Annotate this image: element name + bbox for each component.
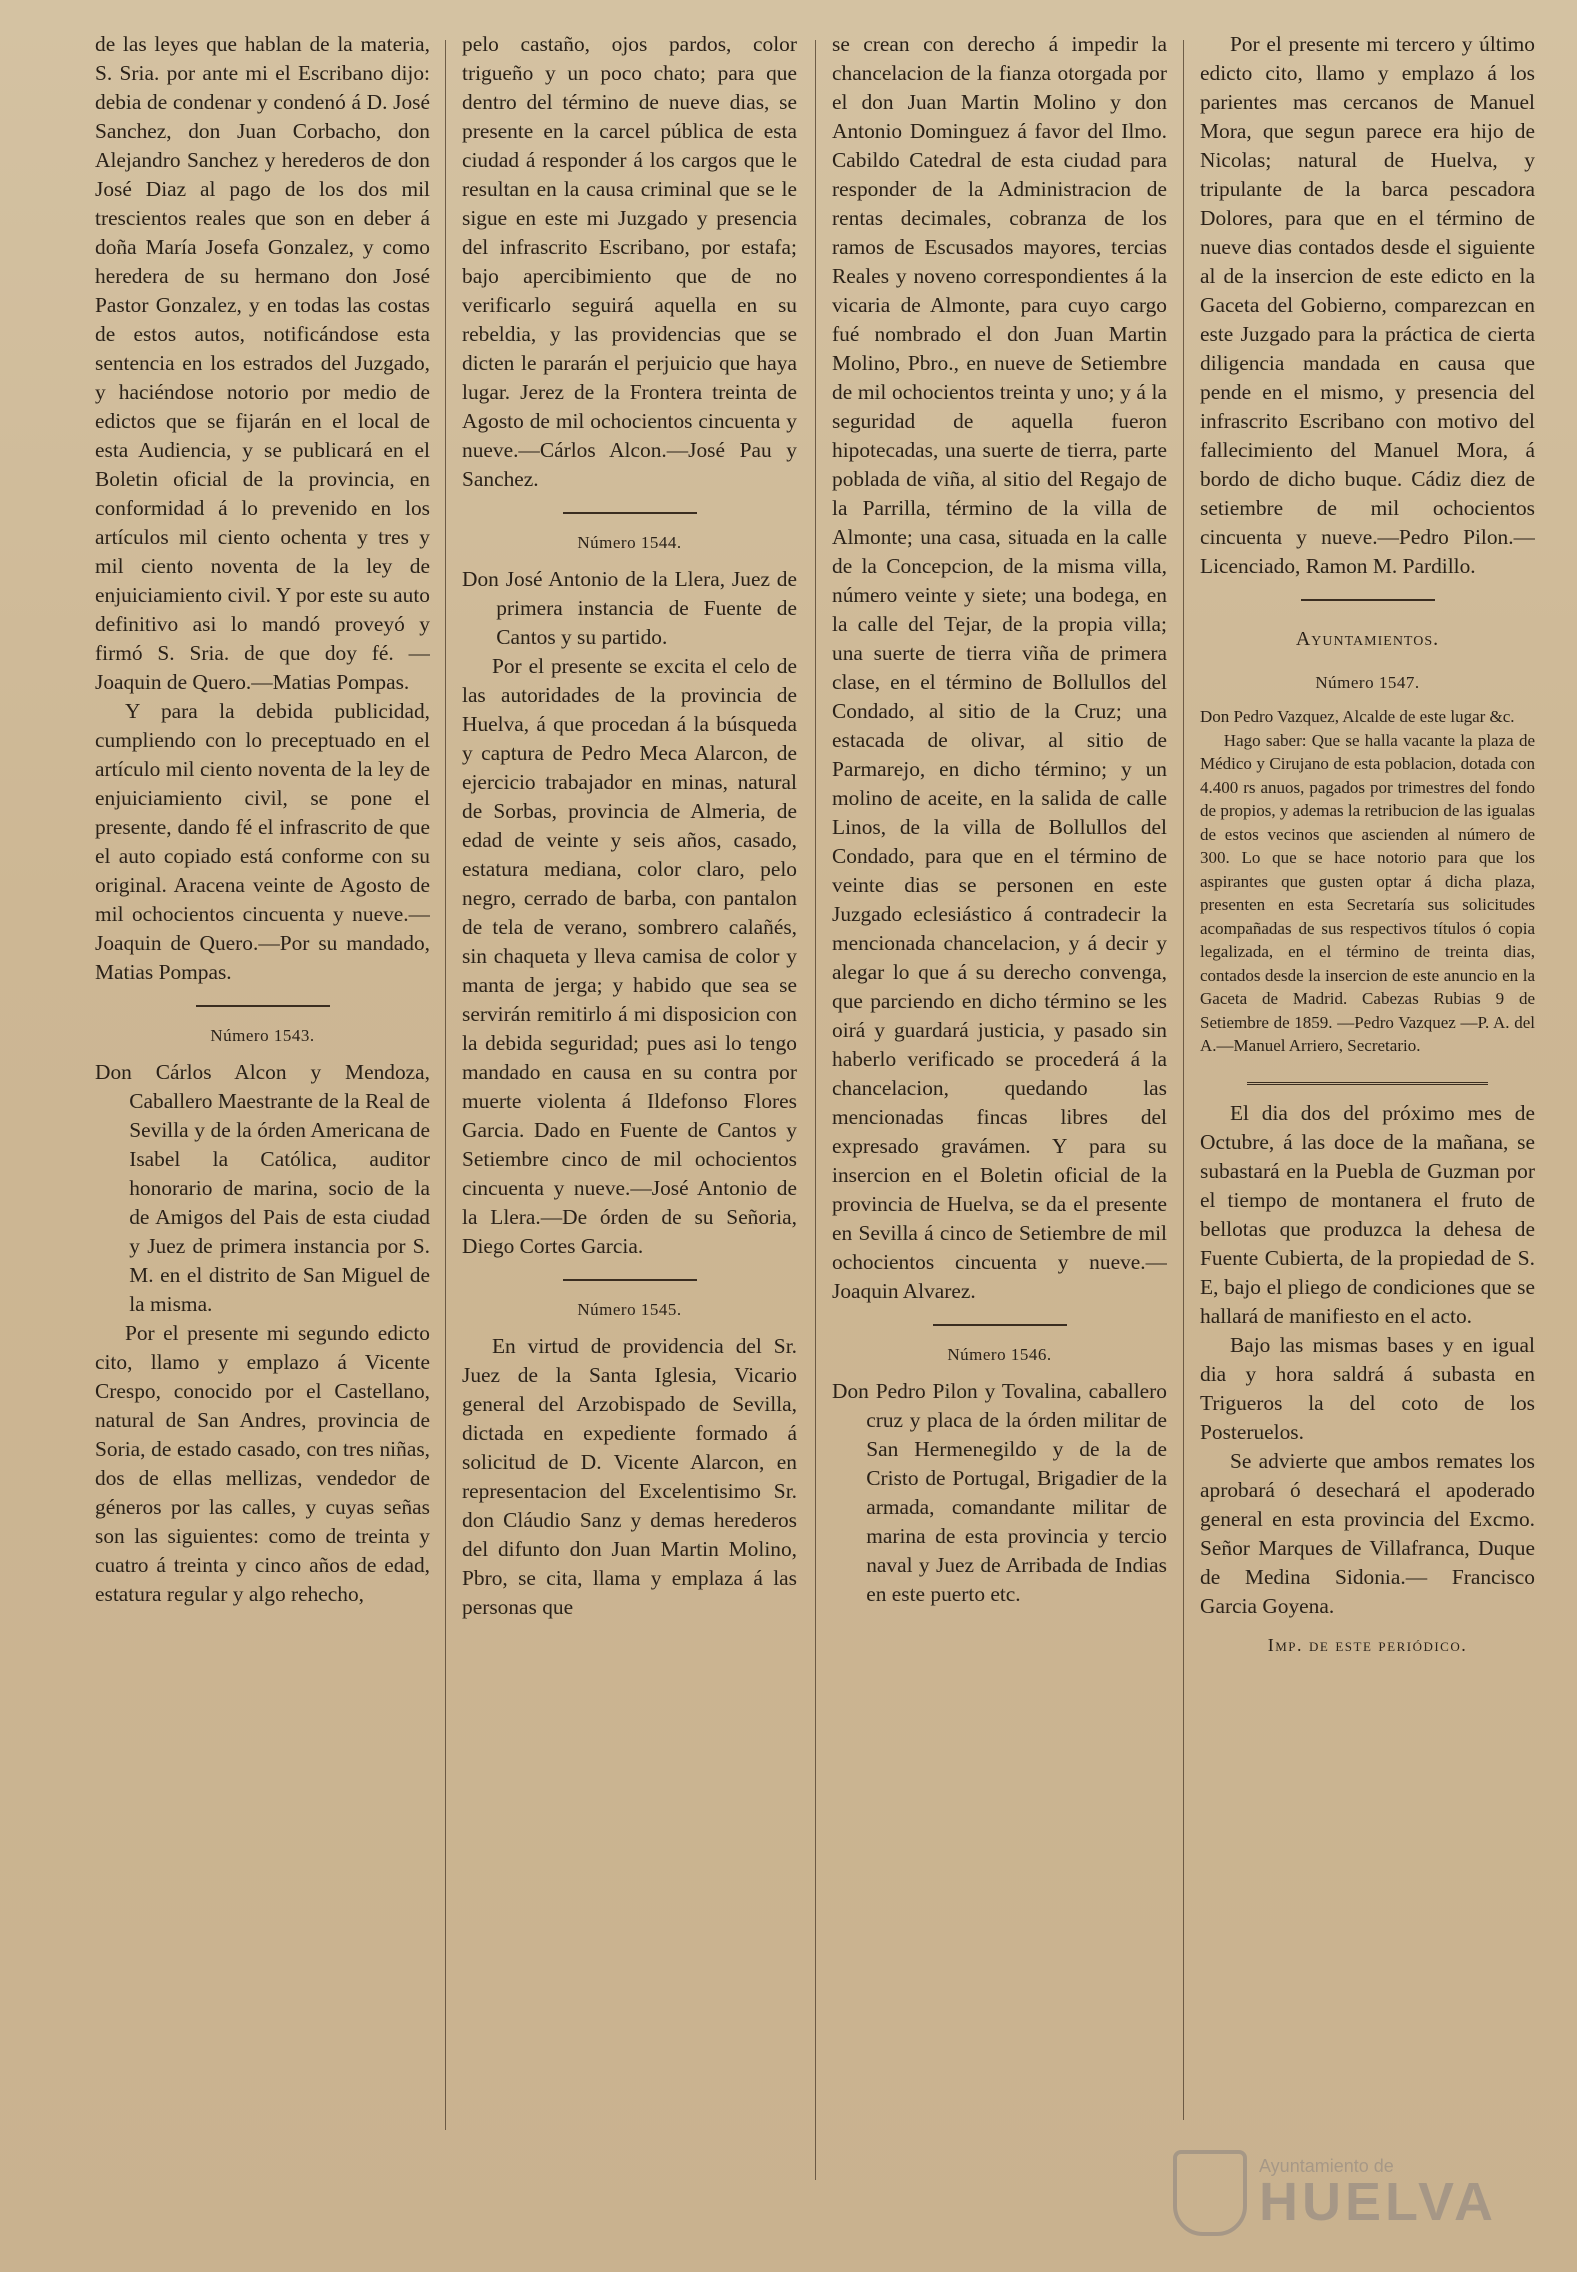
- column-4: [1200, 30, 1535, 2232]
- imprint: Imp. de este periódico.: [1267, 1634, 1468, 1655]
- separator: [1301, 599, 1435, 601]
- separator: [196, 1005, 330, 1007]
- column-1: [95, 30, 430, 2232]
- paragraph: se crean con derecho á impedir la chancelacion de la fianza otorgada por el don Juan Martin Molino y don Antonio Dominguez á favor del Ilmo. Cabildo Catedral de esta ciudad para responder de la Administracion de rentas decimales, cobranza de los ramos de Escusados mayores, tercias Reales y noveno correspondientes á la vicaria de Almonte, para cuyo cargo fué nombrado el don Juan Martin Molino, Pbro., en nueve de Setiembre de mil ochocientos treinta y uno; y á la seguridad de aquella fueron hipotecadas, una suerte de tierra, parte poblada de viña, al sitio del Regajo de la Parrilla, término de la villa de Almonte; una casa, situada en la calle de la Concepcion, de la misma villa, número veinte y siete; una bodega, en la calle del Tejar, de la propia villa; una suerte de tierra viña de primera clase, en el término de Bollullos del Condado, al sitio de la Cruz; una estacada de olivar, al sitio de Parmarejo, en dicho término; y un molino de aceite, en la salida de calle Linos, de la villa de Bollullos del Condado, para que en el término de veinte dias se personen en este Juzgado eclesiástico á contradecir la mencionada chancelacion, y á decir y alegar lo que á su derecho convenga, que parciendo en dicho término se les oirá y guardará justicia, y pasado sin haberlo verificado se procederá á la chancelacion, quedando las mencionadas fincas libres del expresado gravámen. Y para su insercion en el Boletin oficial de la provincia de Huelva, se da el presente en Sevilla á cinco de Setiembre de mil ochocientos cincuenta y nueve.—Joaquin Alvarez.: [832, 32, 1167, 1303]
- notice-number: Número 1545.: [577, 1300, 682, 1319]
- watermark-caption: Ayuntamiento de: [1259, 2156, 1394, 2176]
- separator: [563, 1279, 697, 1281]
- notice-number: Número 1544.: [577, 533, 682, 552]
- notice-number: Número 1546.: [947, 1345, 1052, 1364]
- notice-number: Número 1543.: [210, 1026, 315, 1045]
- separator-double: [1247, 1082, 1488, 1085]
- column-rule: [445, 40, 446, 2130]
- paragraph: El dia dos del próximo mes de Octubre, á las doce de la mañana, se subastará en la Puebla de Guzman por el tiempo de montanera el fruto de bellotas que produzca la dehesa de Fuente Cubierta, de la propiedad de S. E, bajo el pliego de condiciones que se hallará de manifiesto en el acto.: [1200, 1100, 1535, 1328]
- paragraph: Por el presente se excita el celo de las autoridades de la provincia de Huelva, á que procedan á la búsqueda y captura de Pedro Meca Alarcon, de ejercicio trabajador en minas, natural de Sorbas, provincia de Almeria, de edad de veinte y seis años, casado, estatura mediana, color claro, pelo negro, cerrado de barba, con pantalon de tela de verano, sombrero calañés, sin chaqueta y lleva camisa de color y manta de jerga; y habido que sea se servirán remitirlo á mi disposicion con la debida seguridad; pues asi lo tengo mandado en causa en su contra por muerte violenta á Ildefonso Flores Garcia. Dado en Fuente de Cantos y Setiembre cinco de mil ochocientos cincuenta y nueve.—José Antonio de la Llera.—De órden de su Señoria, Diego Cortes Garcia.: [462, 654, 797, 1258]
- paragraph: Por el presente mi tercero y último edicto cito, llamo y emplazo á los parientes mas cercanos de Manuel Mora, que segun parece era hijo de Nicolas; natural de Huelva, y tripulante de la barca pescadora Dolores, para que en el término de nueve dias contados desde el siguiente al de la insercion de este edicto en la Gaceta del Gobierno, comparezcan en este Juzgado para la práctica de cierta diligencia mandada en causa que pende en el mismo, y presencia del infrascrito Escribano con motivo del fallecimiento del Manuel Mora, á bordo de dicho buque. Cádiz diez de setiembre de mil ochocientos cincuenta y nueve.—Pedro Pilon.—Licenciado, Ramon M. Pardillo.: [1200, 32, 1535, 578]
- notice-heading: Don Pedro Pilon y Tovalina, caballero cruz y placa de la órden militar de San Hermenegildo y de la de Cristo de Portugal, Brigadier de la armada, comandante militar de marina de esta provincia y tercio naval y Juez de Arribada de Indias en este puerto etc.: [832, 1379, 1167, 1606]
- section-heading: Ayuntamientos.: [1295, 628, 1440, 650]
- notice-heading: Don José Antonio de la Llera, Juez de primera instancia de Fuente de Cantos y su partido.: [462, 567, 797, 649]
- separator: [563, 512, 697, 514]
- paragraph: En virtud de providencia del Sr. Juez de la Santa Iglesia, Vicario general del Arzobispado de Sevilla, dictada en expediente formado á solicitud de D. Vicente Alarcon, en representacion del Excelentisimo Sr. don Cláudio Sanz y demas herederos del difunto don Juan Martin Molino, Pbro, se cita, llama y emplaza á las personas que: [462, 1334, 797, 1619]
- column-3: [832, 30, 1167, 2232]
- column-rule: [815, 40, 816, 2180]
- notice-heading: Don Cárlos Alcon y Mendoza, Caballero Maestrante de la Real de Sevilla y de la órden Americana de Isabel la Católica, auditor honorario de marina, socio de la de Amigos del Pais de esta ciudad y Juez de primera instancia por S. M. en el distrito de San Miguel de la misma.: [95, 1060, 430, 1316]
- paragraph: de las leyes que hablan de la materia, S. Sria. por ante mi el Escribano dijo: debia de condenar y condenó á D. José Sanchez, don Juan Corbacho, don Alejandro Sanchez y herederos de don José Diaz al pago de los dos mil trescientos reales que son en deber á doña María Josefa Gonzalez, y como heredera de su hermano don José Pastor Gonzalez, y en todas las costas de estos autos, notificándose esta sentencia en los estrados del Juzgado, y haciéndose notorio por medio de edictos que se fijarán en el local de esta Audiencia, y se publicará en el Boletin oficial de la provincia, en conformidad á lo prevenido en los artículos mil ciento ochenta y tres y mil ciento noventa de la ley de enjuiciamiento civil. Y por este su auto definitivo asi lo mandó proveyó y firmó S. Sria. de que doy fé. —Joaquin de Quero.—Matias Pompas.: [95, 32, 430, 694]
- paragraph: pelo castaño, ojos pardos, color trigueño y un poco chato; para que dentro del término de nueve dias, se presente en la carcel pública de esta ciudad á responder á los cargos que le resultan en la causa criminal que se le sigue en este mi Juzgado y presencia del infrascrito Escribano, por estafa; bajo apercibimiento que de no verificarlo seguirá aquella en su rebeldia, y las providencias que se dicten le pararán el perjuicio que haya lugar. Jerez de la Frontera treinta de Agosto de mil ochocientos cincuenta y nueve.—Cárlos Alcon.—José Pau y Sanchez.: [462, 32, 797, 491]
- paragraph: Bajo las mismas bases y en igual dia y hora saldrá á subasta en Trigueros la del coto de los Posteruelos.: [1200, 1332, 1535, 1444]
- notice-heading: Don Pedro Vazquez, Alcalde de este lugar &c.: [1200, 707, 1515, 726]
- paragraph: Y para la debida publicidad, cumpliendo con lo preceptuado en el artículo mil ciento noventa de la ley de enjuiciamiento civil, se pone el presente, dando fé el infrascrito de que el auto copiado está conforme con su original. Aracena veinte de Agosto de mil ochocientos cincuenta y nueve.—Joaquin de Quero.—Por su mandado, Matias Pompas.: [95, 699, 430, 984]
- column-2: [462, 30, 797, 2232]
- paragraph: Por el presente mi segundo edicto cito, llamo y emplazo á Vicente Crespo, conocido por el Castellano, natural de San Andres, provincia de Soria, de estado casado, con tres niñas, dos de ellas mellizas, vendedor de géneros por las calles, y cuyas señas son las siguientes: como de treinta y cuatro á treinta y cinco años de edad, estatura regular y algo rehecho,: [95, 1321, 430, 1606]
- notice-number: Número 1547.: [1315, 673, 1420, 692]
- archive-watermark: [1173, 2150, 1497, 2236]
- column-rule: [1183, 40, 1184, 2120]
- paragraph: Hago saber: Que se halla vacante la plaza de Médico y Cirujano de esta poblacion, dotada con 4.400 rs anuos, pagados por trimestres del fondo de propios, y ademas la retribucion de las igualas de estos vecinos que ascienden al número de 300. Lo que se hace notorio para que los aspirantes que gusten optar á dicha plaza, presenten en esta Secretaría sus solicitudes acompañadas de sus respectivos títulos ó copia legalizada, en el término de treinta dias, contados desde la insercion de este anuncio en la Gaceta de Madrid. Cabezas Rubias 9 de Setiembre de 1859. —Pedro Vazquez —P. A. del A.—Manuel Arriero, Secretario.: [1200, 730, 1535, 1055]
- coat-of-arms-icon: [1173, 2150, 1247, 2236]
- paragraph: Se advierte que ambos remates los aprobará ó desechará el apoderado general en esta provincia del Excmo. Señor Marques de Villafranca, Duque de Medina Sidonia.— Francisco Garcia Goyena.: [1200, 1448, 1535, 1618]
- watermark-title: HUELVA: [1259, 2172, 1497, 2232]
- separator: [933, 1324, 1067, 1326]
